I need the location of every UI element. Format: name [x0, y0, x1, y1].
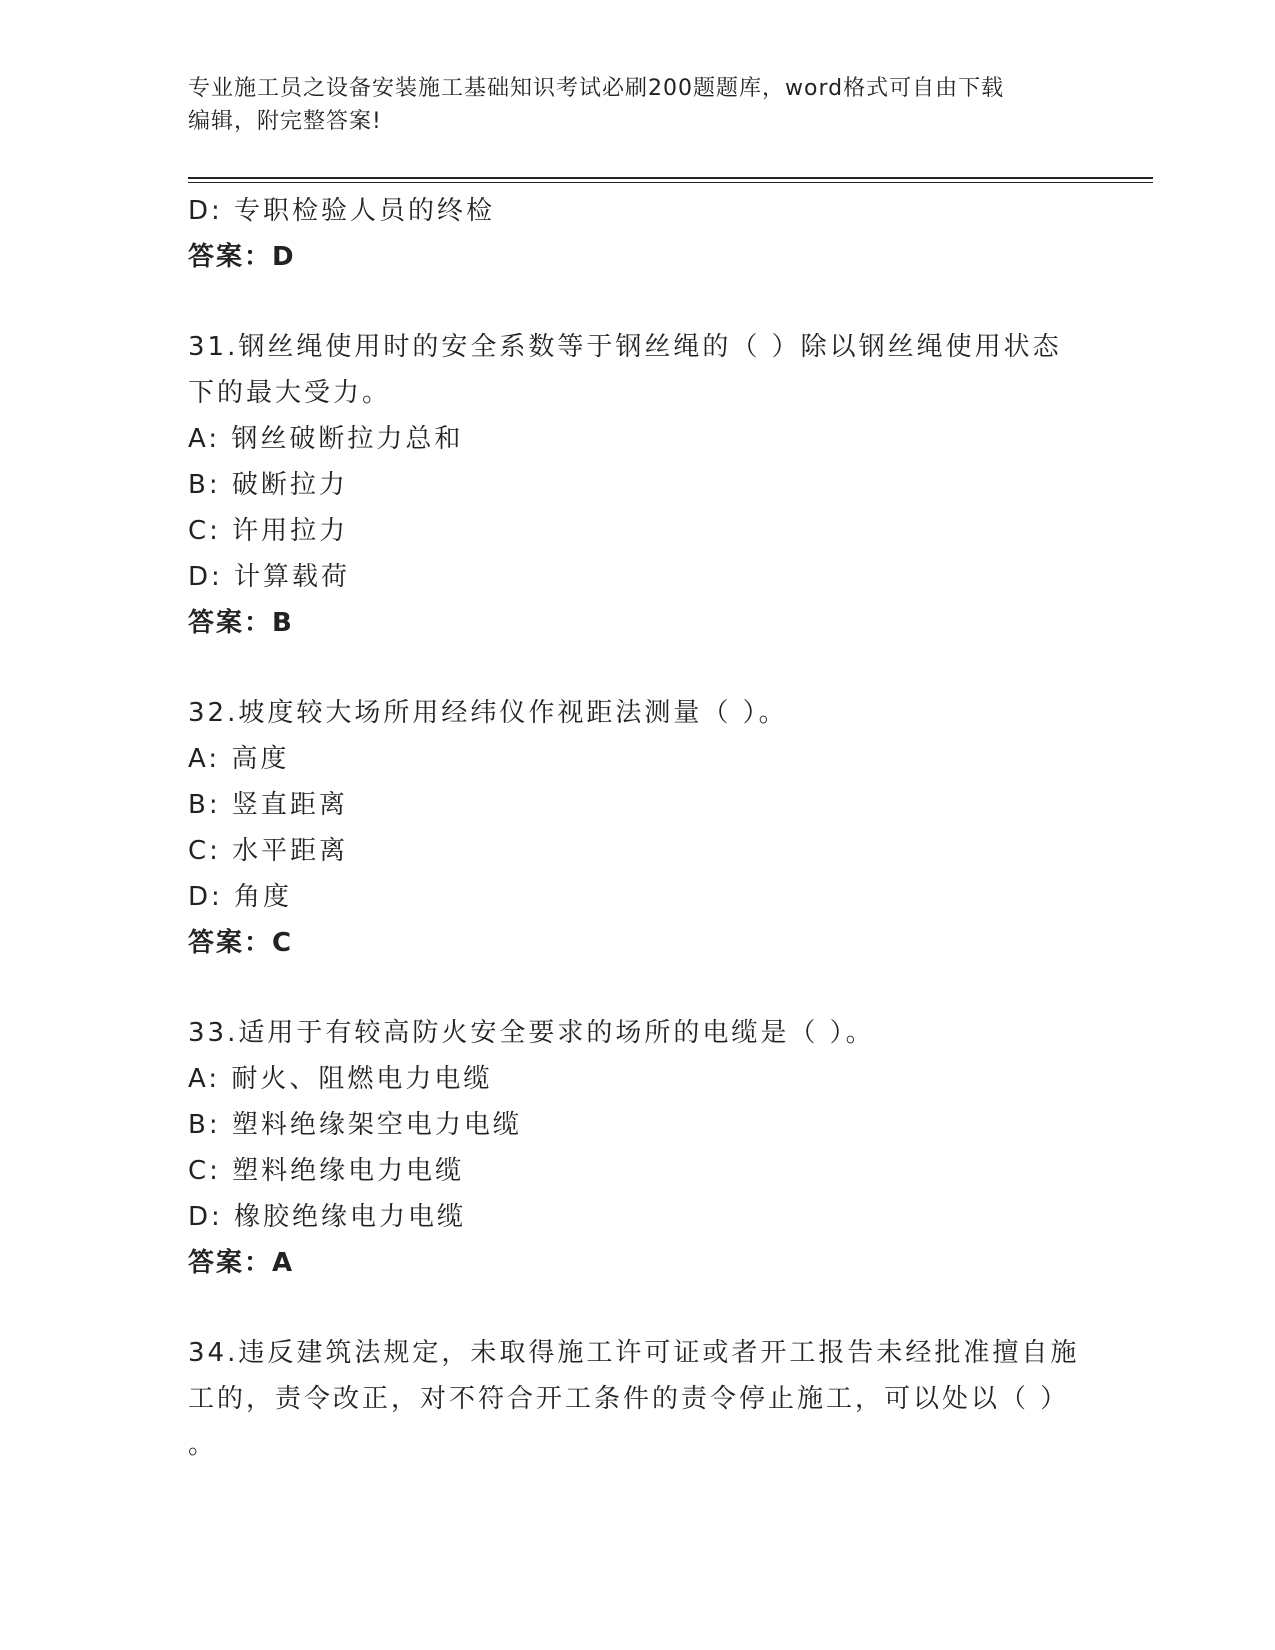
prev-option-d: D: 专职检验人员的终检 — [188, 196, 496, 226]
question-stem-line: 工的，责令改正，对不符合开工条件的责令停止施工，可以处以（ ） — [188, 1384, 1070, 1414]
option-d: D: 角度 — [188, 882, 293, 912]
question-stem-line: 31.钢丝绳使用时的安全系数等于钢丝绳的（ ）除以钢丝绳使用状态 — [188, 332, 1062, 362]
question-32 — [188, 690, 1108, 966]
answer: 答案：A — [188, 1248, 295, 1278]
answer: 答案：C — [188, 928, 294, 958]
page-header — [188, 72, 1088, 138]
option-b: B: 竖直距离 — [188, 790, 348, 820]
document-body — [188, 188, 1108, 1468]
option-b: B: 塑料绝缘架空电力电缆 — [188, 1110, 522, 1140]
option-a: A: 耐火、阻燃电力电缆 — [188, 1064, 493, 1094]
question-stem-line: 下的最大受力。 — [188, 378, 392, 408]
prev-answer: 答案：D — [188, 242, 296, 272]
header-rule-thin — [188, 182, 1153, 183]
header-rule-thick — [188, 177, 1153, 179]
question-31 — [188, 324, 1108, 646]
answer: 答案：B — [188, 608, 294, 638]
option-d: D: 计算载荷 — [188, 562, 351, 592]
header-line-2: 编辑，附完整答案! — [188, 109, 382, 134]
question-stem-line: 。 — [188, 1430, 218, 1460]
option-c: C: 许用拉力 — [188, 516, 349, 546]
option-b: B: 破断拉力 — [188, 470, 348, 500]
question-34 — [188, 1330, 1108, 1468]
header-line-1: 专业施工员之设备安装施工基础知识考试必刷200题题库，word格式可自由下载 — [188, 76, 1005, 101]
option-c: C: 塑料绝缘电力电缆 — [188, 1156, 465, 1186]
question-stem-line: 34.违反建筑法规定，未取得施工许可证或者开工报告未经批准擅自施 — [188, 1338, 1080, 1368]
option-d: D: 橡胶绝缘电力电缆 — [188, 1202, 467, 1232]
question-33 — [188, 1010, 1108, 1286]
option-a: A: 钢丝破断拉力总和 — [188, 424, 464, 454]
question-stem-line: 33.适用于有较高防火安全要求的场所的电缆是（ ）。 — [188, 1018, 875, 1048]
question-stem-line: 32.坡度较大场所用经纬仪作视距法测量（ ）。 — [188, 698, 788, 728]
option-a: A: 高度 — [188, 744, 290, 774]
option-c: C: 水平距离 — [188, 836, 349, 866]
